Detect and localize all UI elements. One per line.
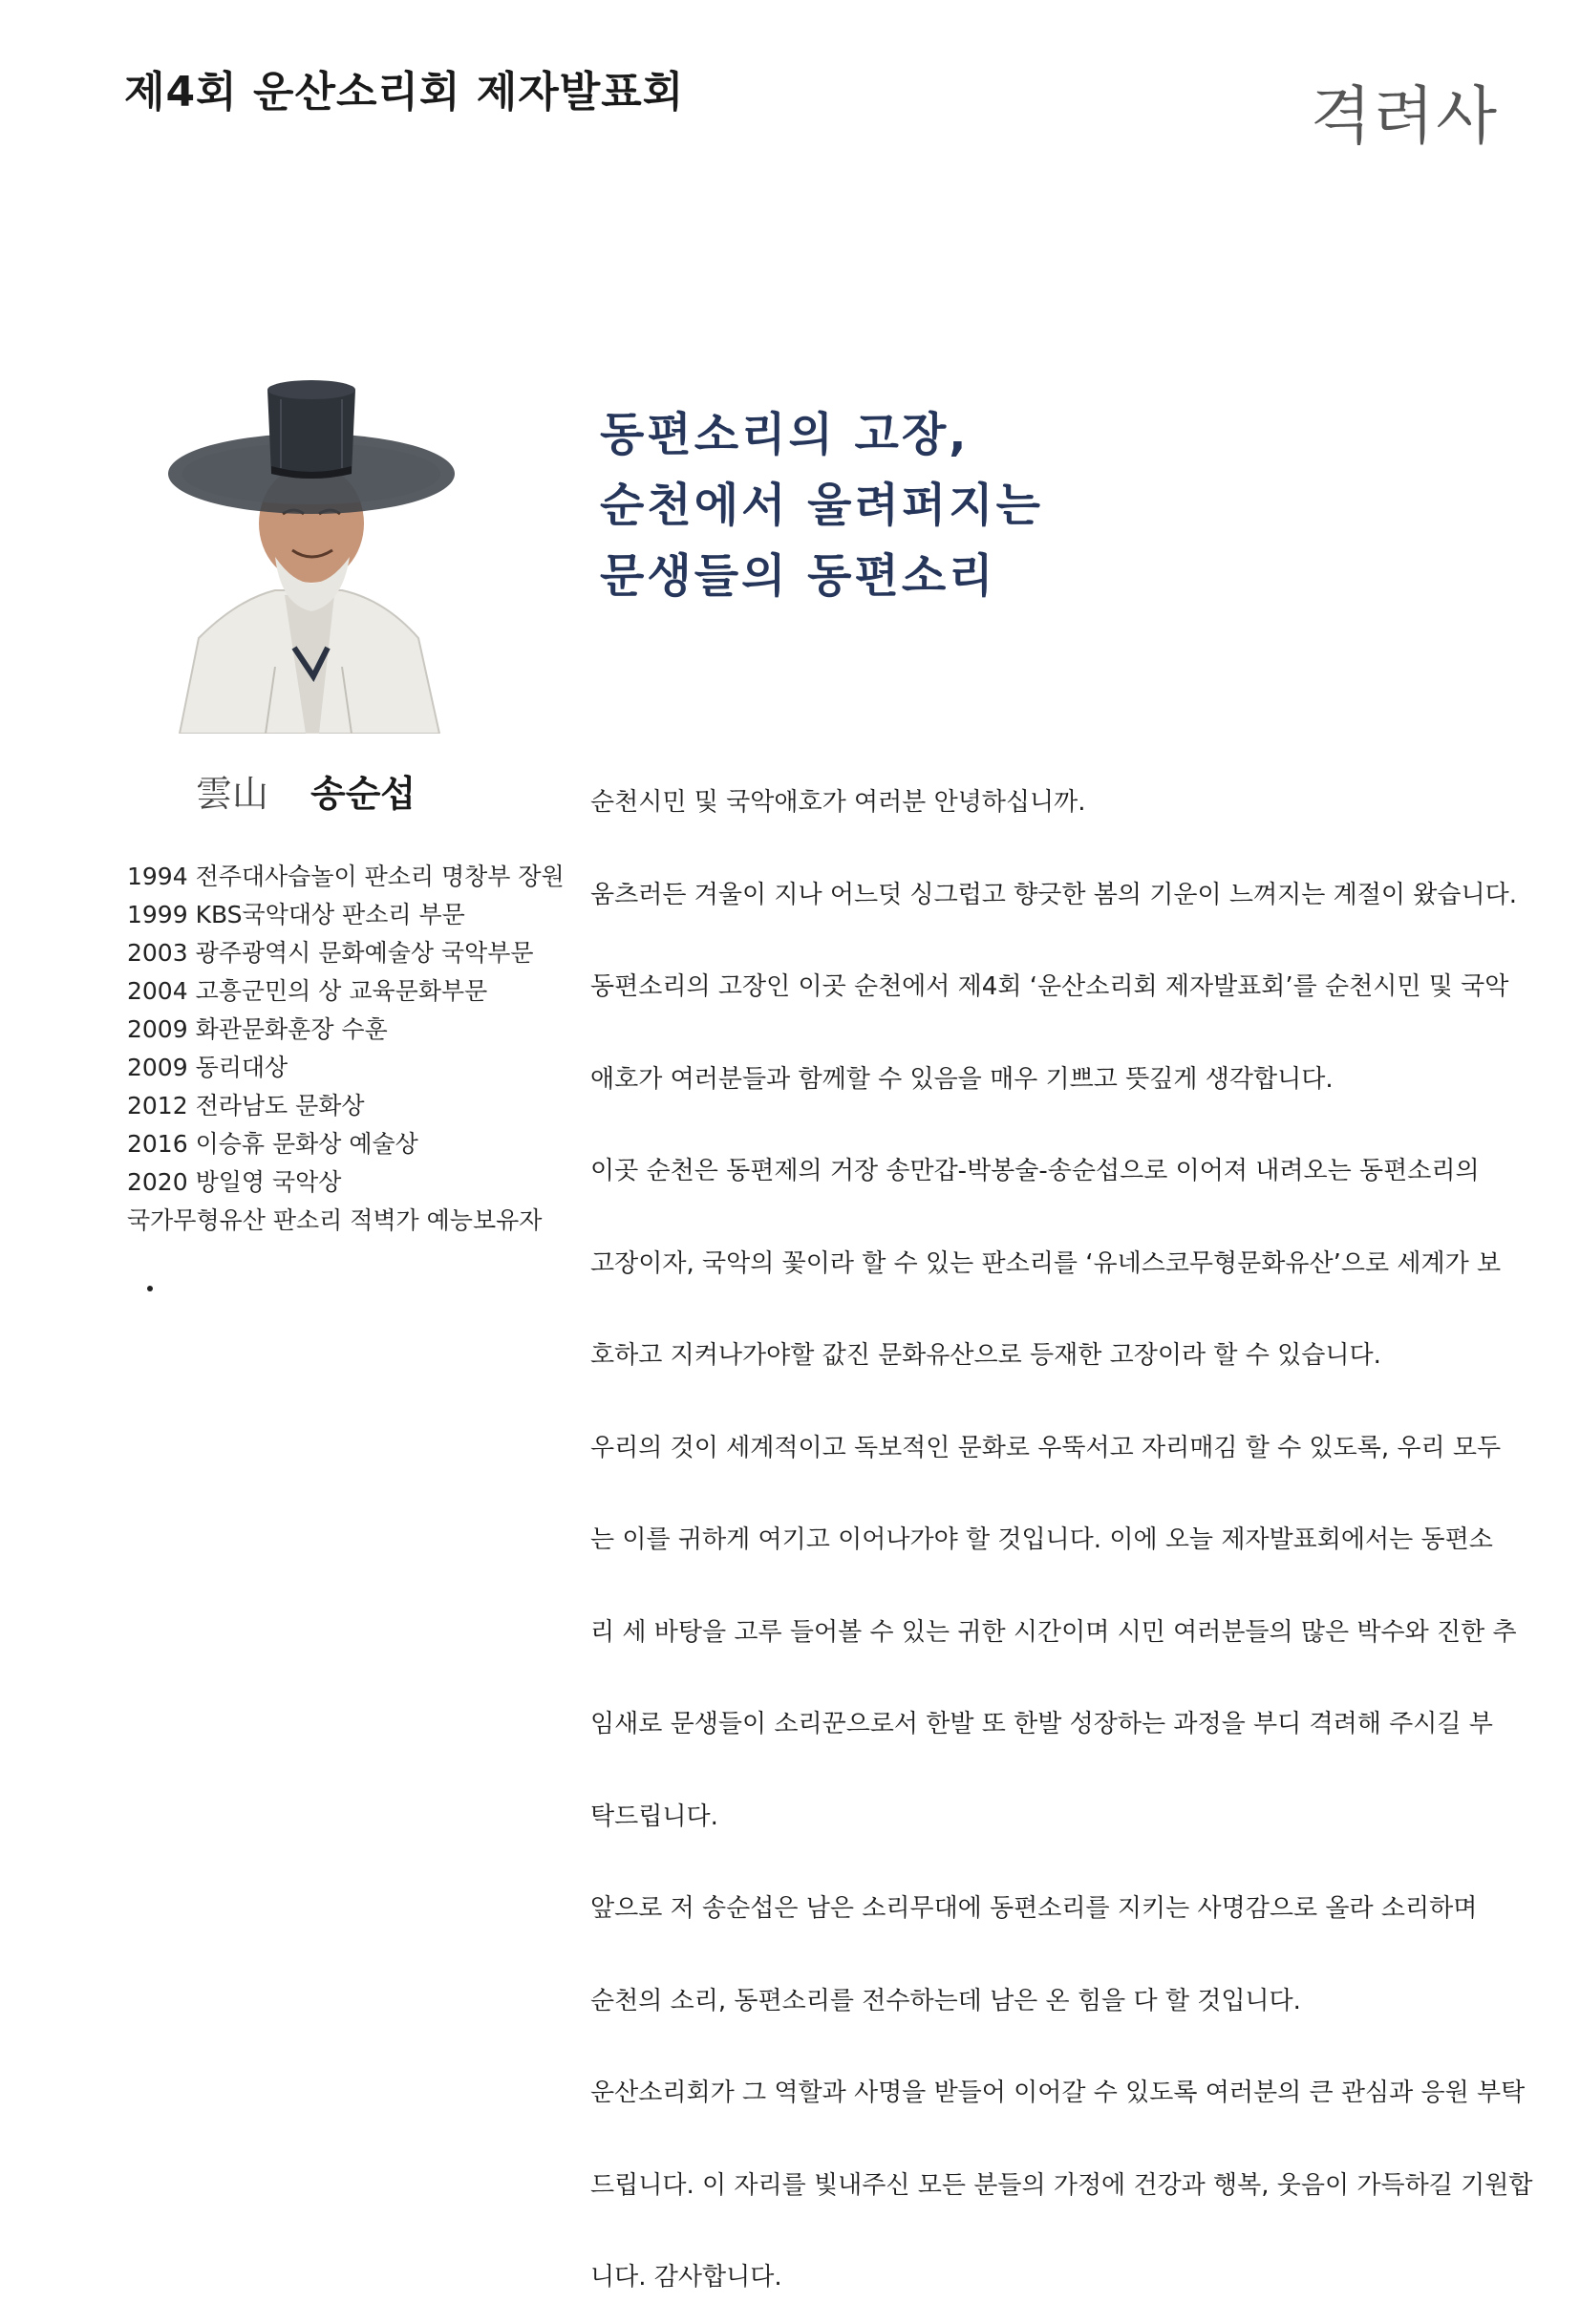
headline-line: 문생들의 동편소리: [600, 549, 996, 603]
body-line: 고장이자, 국악의 꽃이라 할 수 있는 판소리를 ‘유네스코무형문화유산’으로 세계가 보: [590, 1248, 1502, 1278]
body-line: 움츠러든 겨울이 지나 어느덧 싱그럽고 향긋한 봄의 기운이 느껴지는 계절이 왔습니다.: [590, 880, 1517, 909]
body-line: 니다. 감사합니다.: [590, 2263, 782, 2292]
body-line: 동편소리의 고장인 이곳 순천에서 제4회 ‘운산소리회 제자발표회’를 순천시민 및 국악: [590, 972, 1509, 1001]
body-line: 호하고 지켜나가야할 값진 문화유산으로 등재한 고장이라 할 수 있습니다.: [590, 1341, 1381, 1370]
career-item: 2004 고흥군민의 상 교육문화부문: [127, 977, 488, 1005]
headline: [600, 399, 1043, 611]
event-title: 제4회 운산소리회 제자발표회: [124, 68, 685, 117]
body-line: 앞으로 저 송순섭은 남은 소리무대에 동편소리를 지키는 사명감으로 올라 소리하며: [590, 1894, 1478, 1923]
body-line: 이곳 순천은 동편제의 거장 송만갑-박봉술-송순섭으로 이어져 내려오는 동편소리의: [590, 1157, 1480, 1185]
body-line: 운산소리회가 그 역할과 사명을 받들어 이어갈 수 있도록 여러분의 큰 관심과 응원 부탁: [590, 2079, 1526, 2107]
headline-line: 동편소리의 고장,: [600, 408, 970, 461]
career-list: [127, 858, 565, 1240]
body-line: 는 이를 귀하게 여기고 이어나가야 할 것입니다. 이에 오늘 제자발표회에서는 동편소: [590, 1525, 1493, 1554]
career-item: 1999 KBS국악대상 판소리 부문: [127, 901, 465, 928]
body-line: 순천시민 및 국악애호가 여러분 안녕하십니까.: [590, 788, 1086, 817]
body-line: 순천의 소리, 동편소리를 전수하는데 남은 온 힘을 다 할 것입니다.: [590, 1986, 1301, 2015]
address-body: [590, 757, 1533, 2324]
career-item: 2012 전라남도 문화상: [127, 1092, 365, 1119]
body-line: 리 세 바탕을 고루 들어볼 수 있는 귀한 시간이며 시민 여러분들의 많은 박수와 진한 추: [590, 1617, 1517, 1647]
body-line: 드립니다. 이 자리를 빛내주신 모든 분들의 가정에 건강과 행복, 웃음이 가득하길 기원합: [590, 2170, 1533, 2200]
body-line: 우리의 것이 세계적이고 독보적인 문화로 우뚝서고 자리매김 할 수 있도록, 우리 모두: [590, 1433, 1502, 1462]
career-item: 2020 방일영 국악상: [127, 1168, 342, 1196]
career-item: 2003 광주광역시 문화예술상 국악부문: [127, 939, 534, 967]
body-line: 탁드립니다.: [590, 1802, 718, 1831]
headline-line: 순천에서 울려퍼지는: [600, 479, 1044, 532]
career-item: 1994 전주대사습놀이 판소리 명창부 장원: [127, 863, 565, 890]
body-line: 애호가 여러분들과 함께할 수 있음을 매우 기쁘고 뜻깊게 생각합니다.: [590, 1064, 1334, 1094]
master-name: 송순섭: [310, 773, 416, 815]
career-item: 2009 동리대상: [127, 1054, 288, 1081]
master-portrait-photo: [160, 361, 457, 734]
pen-name: 雲山: [196, 773, 269, 815]
stray-dot: [147, 1286, 153, 1291]
section-label: 격려사: [1310, 79, 1499, 153]
career-item: 국가무형유산 판소리 적벽가 예능보유자: [127, 1206, 543, 1234]
career-item: 2016 이승휴 문화상 예술상: [127, 1130, 418, 1158]
master-name-line: [196, 764, 416, 817]
body-line: 임새로 문생들이 소리꾼으로서 한발 또 한발 성장하는 과정을 부디 격려해 주시길 부: [590, 1710, 1493, 1738]
career-item: 2009 화관문화훈장 수훈: [127, 1015, 388, 1043]
